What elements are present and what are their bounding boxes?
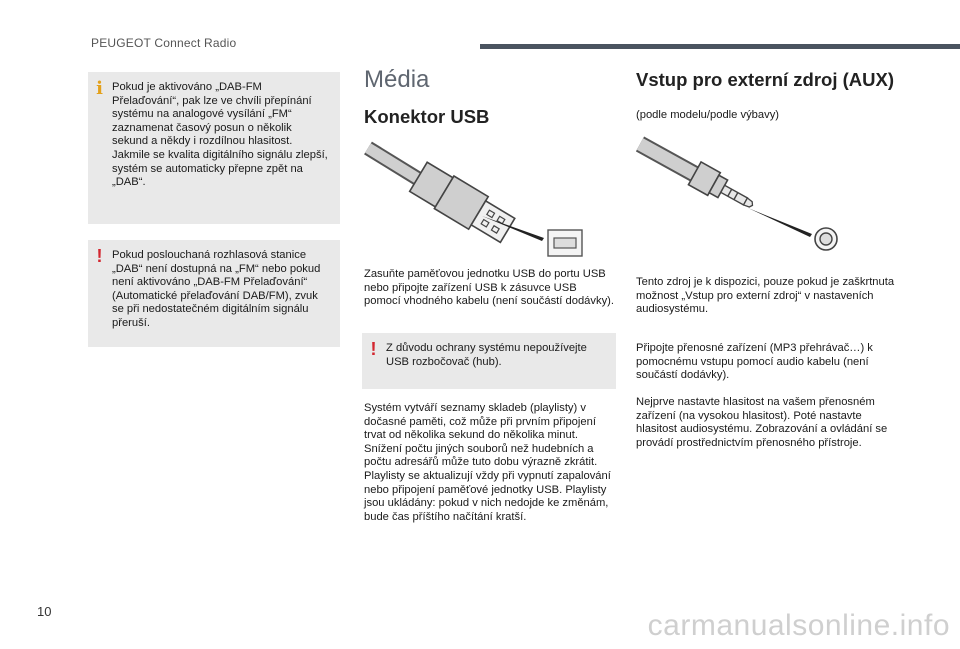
warning-icon: !	[370, 339, 377, 359]
usb-heading: Konektor USB	[364, 106, 490, 127]
aux-connect: Připojte přenosné zařízení (MP3 přehrávač…) k pomocnému vstupu pomocí audio kabelu (není součástí dodávky).	[636, 342, 873, 382]
usb-warning-note	[362, 333, 616, 389]
info-note-text: Pokud je aktivováno „DAB-FM Přelaďování“, pak lze ve chvíli přepínání systému na analogové vysílání „FM“ zaznamenat časový posun o několik sekund a někdy i rozdílnou hlasitost. Jakmile se kvalita digitálního signálu zlepší, systém se automaticky přepne zpět na „DAB“.	[112, 81, 328, 189]
watermark: carmanualsonline.info	[647, 609, 950, 642]
warning-note	[88, 240, 340, 347]
running-header-title: PEUGEOT Connect Radio	[91, 36, 237, 50]
usb-instructions: Zasuňte paměťovou jednotku USB do portu USB nebo připojte zařízení USB k zásuvce USB pomocí vhodného kabelu (není součástí dodávky).	[364, 268, 615, 308]
aux-heading: Vstup pro externí zdroj (AUX)	[636, 69, 894, 90]
info-note	[88, 72, 340, 224]
media-heading: Média	[364, 66, 430, 93]
aux-volume: Nejprve nastavte hlasitost na vašem přenosném zařízení (na vysokou hlasitost). Poté nastavte hlasitost audiosystému. Zobrazování a ovládání se provádí prostřednictvím přenosného přístroje.	[636, 396, 888, 449]
warning-icon: !	[96, 246, 103, 266]
header-bar	[480, 44, 960, 49]
usb-playlist-info: Systém vytváří seznamy skladeb (playlisty) v dočasné paměti, což může při prvním připojení trvat od několika sekund do několika minut. Snížení počtu jiných souborů než hudebních a počtu adresářů může tuto dobu výrazně zkrátit. Playlisty se aktualizují vždy při vypnutí zapalování nebo připojení paměťové jednotky USB. Playlisty jsou ukládány: pokud v nich nedojde ke změnám, bude čas příštího načítání kratší.	[364, 402, 611, 523]
usb-plug-illustration	[362, 138, 588, 260]
aux-availability: Tento zdroj je k dispozici, pouze pokud je zaškrtnuta možnost „Vstup pro externí zdroj“ v nastaveních audiosystému.	[636, 276, 895, 316]
aux-subtitle: (podle modelu/podle výbavy)	[636, 109, 780, 121]
usb-warning-text: Z důvodu ochrany systému nepoužívejte USB rozbočovač (hub).	[386, 342, 587, 368]
warning-note-text: Pokud poslouchaná rozhlasová stanice „DAB“ není dostupná na „FM“ nebo pokud není aktivováno „DAB-FM Přelaďování“ (Automatické přelaďování DAB/FM), zvuk se při nedostatečném digitálním signálu přeruší.	[112, 249, 321, 329]
aux-jack-illustration	[636, 136, 846, 254]
page-number: 10	[37, 604, 52, 619]
info-icon: i	[96, 78, 103, 99]
